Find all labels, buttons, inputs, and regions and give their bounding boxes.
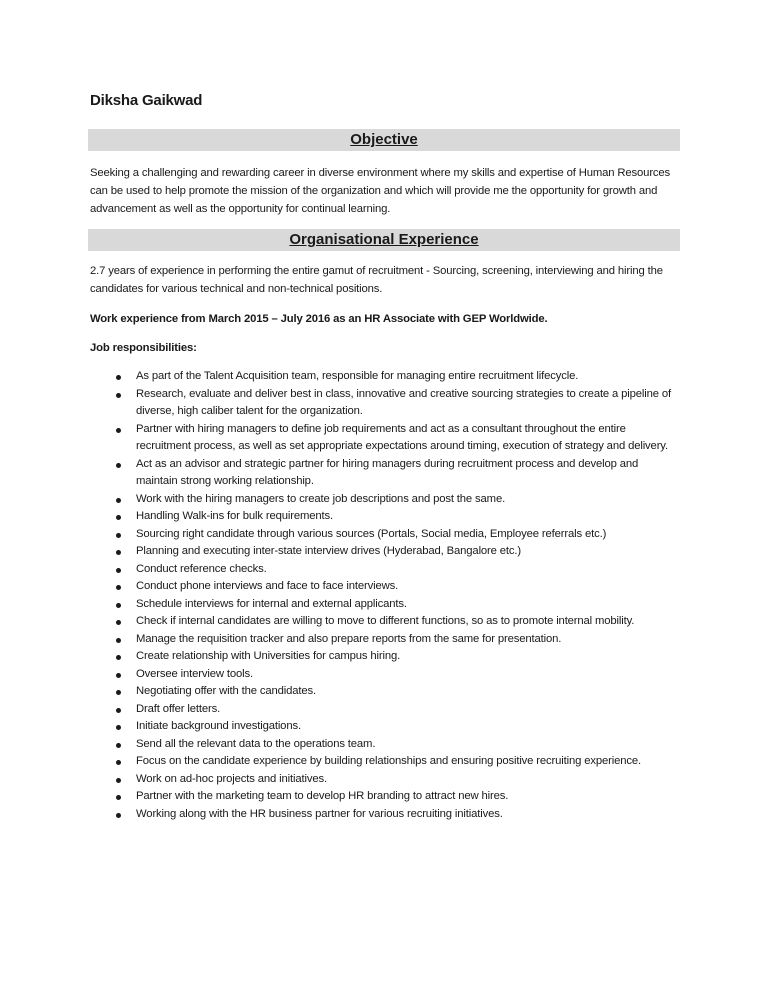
responsibility-item: Manage the requisition tracker and also prepare reports from the same for presentation. bbox=[90, 631, 682, 649]
responsibility-item: Focus on the candidate experience by building relationships and ensuring positive recruiting experience. bbox=[90, 753, 682, 771]
experience-heading-bar bbox=[88, 229, 680, 251]
responsibility-item: Draft offer letters. bbox=[90, 701, 682, 719]
responsibility-item: Partner with the marketing team to develop HR branding to attract new hires. bbox=[90, 788, 682, 806]
responsibility-item: As part of the Talent Acquisition team, responsible for managing entire recruitment lifecycle. bbox=[90, 368, 682, 386]
work-experience-line: Work experience from March 2015 – July 2016 as an HR Associate with GEP Worldwide. bbox=[90, 313, 548, 325]
experience-summary: 2.7 years of experience in performing the entire gamut of recruitment - Sourcing, screening, interviewing and hiring the candidates for various technical and non-technical positions. bbox=[90, 265, 663, 295]
responsibility-item: Conduct phone interviews and face to face interviews. bbox=[90, 578, 682, 596]
responsibility-item: Work on ad-hoc projects and initiatives. bbox=[90, 771, 682, 789]
responsibility-item: Check if internal candidates are willing to move to different functions, so as to promote internal mobility. bbox=[90, 613, 682, 631]
responsibility-item: Schedule interviews for internal and external applicants. bbox=[90, 596, 682, 614]
experience-heading: Organisational Experience bbox=[289, 231, 479, 248]
job-responsibilities-label: Job responsibilities: bbox=[90, 342, 197, 354]
responsibility-item: Working along with the HR business partner for various recruiting initiatives. bbox=[90, 806, 682, 824]
responsibility-item: Create relationship with Universities for campus hiring. bbox=[90, 648, 682, 666]
responsibility-item: Negotiating offer with the candidates. bbox=[90, 683, 682, 701]
candidate-name: Diksha Gaikwad bbox=[90, 92, 203, 109]
responsibility-item: Work with the hiring managers to create job descriptions and post the same. bbox=[90, 491, 682, 509]
responsibility-item: Research, evaluate and deliver best in class, innovative and creative sourcing strategies to create a pipeline of diverse, high caliber talent for the organization. bbox=[90, 386, 682, 421]
responsibilities-list bbox=[90, 368, 682, 823]
responsibility-item: Initiate background investigations. bbox=[90, 718, 682, 736]
objective-heading-bar bbox=[88, 129, 680, 151]
responsibility-item: Partner with hiring managers to define job requirements and act as a consultant throughout the entire recruitment process, as well as set appropriate expectations around timing, execution of strategy and delivery. bbox=[90, 421, 682, 456]
responsibility-item: Conduct reference checks. bbox=[90, 561, 682, 579]
responsibility-item: Act as an advisor and strategic partner for hiring managers during recruitment process and develop and maintain strong working relationship. bbox=[90, 456, 682, 491]
responsibility-item: Planning and executing inter-state interview drives (Hyderabad, Bangalore etc.) bbox=[90, 543, 682, 561]
responsibility-item: Sourcing right candidate through various sources (Portals, Social media, Employee referrals etc.) bbox=[90, 526, 682, 544]
responsibility-item: Send all the relevant data to the operations team. bbox=[90, 736, 682, 754]
responsibility-item: Handling Walk-ins for bulk requirements. bbox=[90, 508, 682, 526]
objective-heading: Objective bbox=[350, 131, 418, 148]
responsibility-item: Oversee interview tools. bbox=[90, 666, 682, 684]
objective-text: Seeking a challenging and rewarding career in diverse environment where my skills and expertise of Human Resources can be used to help promote the mission of the organization and which will provide me the opportunity for growth and advancement as well as the opportunity for continual learning. bbox=[90, 167, 671, 215]
